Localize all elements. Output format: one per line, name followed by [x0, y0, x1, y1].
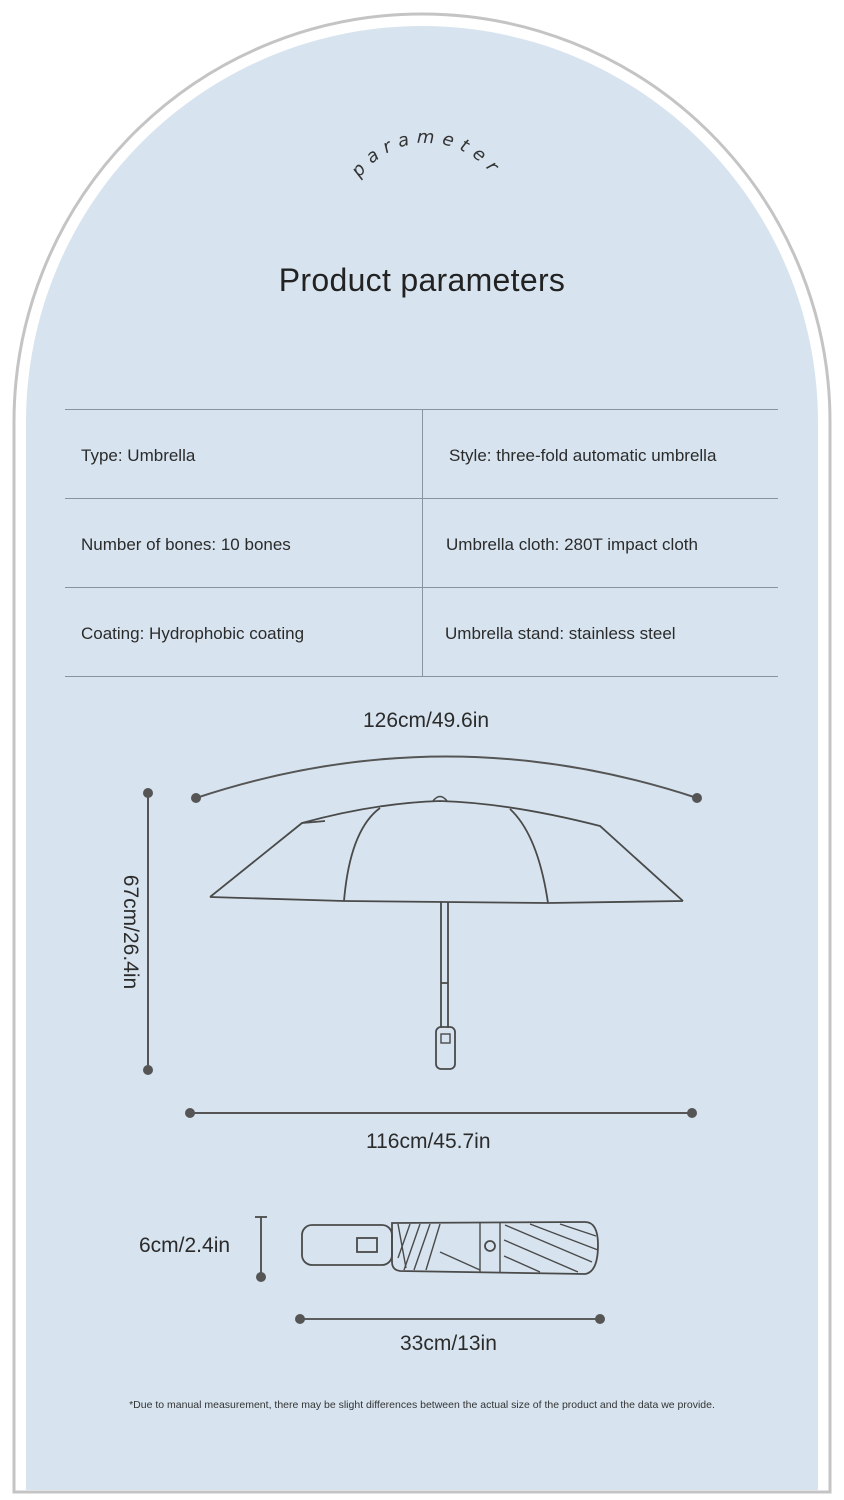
- width-endpoint: [687, 1108, 697, 1118]
- folded-handle-button: [357, 1238, 377, 1252]
- folded-umbrella-snap: [485, 1241, 495, 1251]
- width-endpoint: [185, 1108, 195, 1118]
- param-cloth: Umbrella cloth: 280T impact cloth: [446, 535, 698, 554]
- page-title: Product parameters: [278, 262, 566, 298]
- measurement-footnote: *Due to manual measurement, there may be slight differences between the actual size of the product and the data we provide.: [129, 1399, 715, 1411]
- canopy-arc-label: 126cm/49.6in: [363, 709, 490, 732]
- canopy-arc-dimension-line: [196, 757, 697, 799]
- arc-endpoint: [692, 793, 702, 803]
- param-coating: Coating: Hydrophobic coating: [81, 624, 305, 643]
- folded-length-label: 33cm/13in: [400, 1332, 497, 1355]
- param-style: Style: three-fold automatic umbrella: [449, 446, 717, 465]
- arc-endpoint: [191, 793, 201, 803]
- subtitle-script: parameter: [347, 126, 507, 182]
- param-bones: Number of bones: 10 bones: [81, 535, 291, 554]
- open-height-label: 67cm/26.4in: [119, 874, 142, 990]
- height-endpoint: [143, 1065, 153, 1075]
- folded-height-endpoint: [256, 1272, 266, 1282]
- param-stand: Umbrella stand: stainless steel: [445, 624, 676, 643]
- param-type: Type: Umbrella: [81, 446, 196, 465]
- folded-length-endpoint: [595, 1314, 605, 1324]
- folded-length-endpoint: [295, 1314, 305, 1324]
- handle-button: [441, 1034, 450, 1043]
- open-width-label: 116cm/45.7in: [366, 1130, 491, 1153]
- height-endpoint: [143, 788, 153, 798]
- folded-height-label: 6cm/2.4in: [139, 1234, 231, 1257]
- folded-umbrella-pleats: [398, 1222, 598, 1272]
- umbrella-canopy: [210, 797, 683, 904]
- folded-umbrella-handle: [302, 1225, 392, 1265]
- umbrella-shaft: [441, 902, 448, 1028]
